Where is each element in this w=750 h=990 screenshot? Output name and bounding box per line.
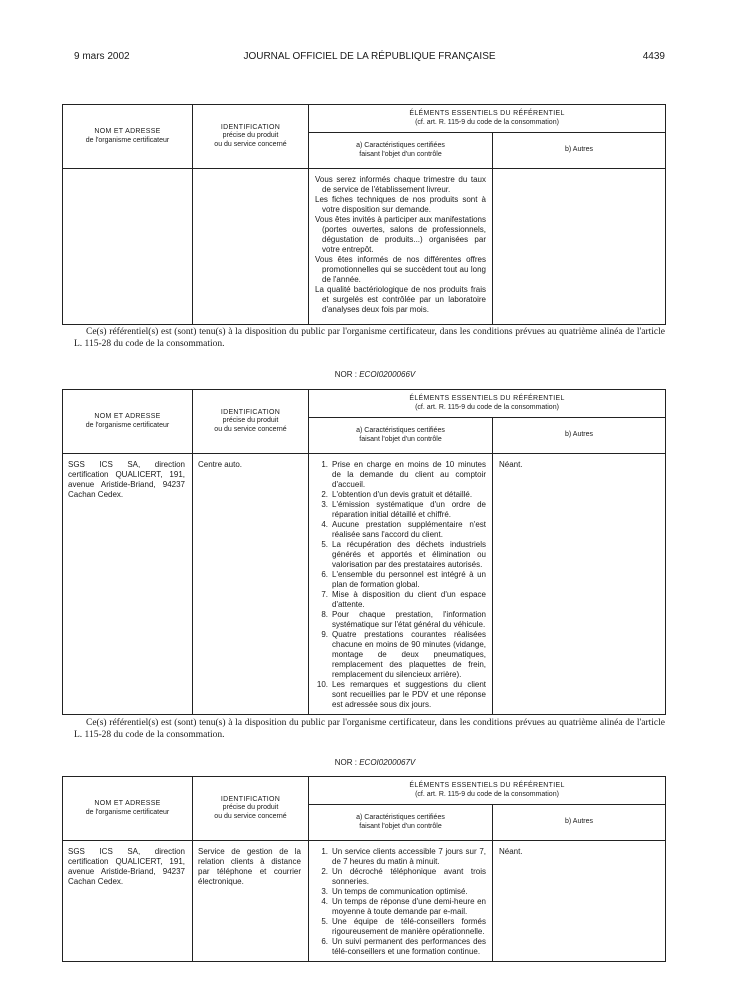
col-header-identification: IDENTIFICATION précise du produit ou du service concerné	[193, 777, 309, 841]
list-item: 5. Une équipe de télé-conseillers formés rigoureusement de manière opérationnelle.	[321, 917, 486, 936]
header-date: 9 mars 2002	[74, 51, 130, 62]
col-header-elements-essentiels: ÉLÉMENTS ESSENTIELS DU RÉFÉRENTIEL (cf. art. R. 115-9 du code de la consommation)	[309, 105, 666, 133]
running-header	[74, 51, 665, 65]
cell-identification: Service de gestion de la relation clients à distance par téléphone et courrier électronique.	[193, 841, 309, 962]
list-item: 2. L'obtention d'un devis gratuit et détaillé.	[321, 490, 473, 499]
header-journal-title: JOURNAL OFFICIEL DE LA RÉPUBLIQUE FRANÇAISE	[243, 51, 496, 62]
cell-organisme	[63, 169, 193, 325]
nor-reference-2	[0, 370, 750, 379]
col-header-identification: IDENTIFICATION précise du produit ou du service concerné	[193, 105, 309, 169]
criterion-text: La qualité bactériologique de nos produits frais et surgelés est contrôlée par un laboratoire d'analyses deux fois par mois.	[315, 285, 486, 314]
col-header-organisme: NOM ET ADRESSE de l'organisme certificateur	[63, 105, 193, 169]
availability-paragraph-2: Ce(s) référentiel(s) est (sont) tenu(s) à la disposition du public par l'organisme certificateur, dans les conditions prévues au quatrième alinéa de l'article L. 115-28 du code de la consommation.	[74, 718, 665, 740]
list-item: 4. Aucune prestation supplémentaire n'est réalisée sans l'accord du client.	[321, 520, 486, 539]
list-item: 1. Un service clients accessible 7 jours sur 7, de 7 heures du matin à minuit.	[321, 847, 486, 866]
cell-organisme: SGS ICS SA, direction certification QUALICERT, 191, avenue Aristide-Briand, 94237 Cachan Cedex.	[63, 841, 193, 962]
nor-label: NOR :	[334, 370, 357, 379]
col-header-organisme: NOM ET ADRESSE de l'organisme certificateur	[63, 777, 193, 841]
list-item: 9. Quatre prestations courantes réalisées chacune en moins de 90 minutes (vidange, montage de deux pneumatiques, remplacement des plaquettes de frein, remplacement du silencieux arrière).	[321, 630, 486, 679]
list-item: 8. Pour chaque prestation, l'information systématique sur l'état général du véhicule.	[321, 610, 486, 629]
col-header-autres: b) Autres	[493, 133, 666, 169]
criteria-list	[315, 460, 486, 710]
col-header-caracteristiques: a) Caractéristiques certifiées faisant l'objet d'un contrôle	[309, 418, 493, 454]
referentiel-table-1	[62, 104, 666, 325]
cell-identification	[193, 169, 309, 325]
nor-code: ECOI0200066V	[359, 370, 416, 379]
list-item: 6. Un suivi permanent des performances des télé-conseillers et une formation continue.	[321, 937, 486, 956]
col-header-organisme: NOM ET ADRESSE de l'organisme certificateur	[63, 390, 193, 454]
cell-autres	[493, 169, 666, 325]
cell-caracteristiques	[309, 454, 493, 715]
list-item: 5. La récupération des déchets industriels générés et apportés et élimination ou valorisation par des prestataires autorisés.	[321, 540, 486, 569]
list-item: 6. L'ensemble du personnel est intégré à un plan de formation global.	[321, 570, 486, 589]
referentiel-table-2	[62, 389, 666, 715]
list-item: 3. Un temps de communication optimisé.	[321, 887, 468, 896]
criteria-list	[315, 847, 486, 957]
col-header-caracteristiques: a) Caractéristiques certifiées faisant l'objet d'un contrôle	[309, 133, 493, 169]
cell-identification: Centre auto.	[193, 454, 309, 715]
list-item: 1. Prise en charge en moins de 10 minutes de la demande du client au comptoir d'accueil.	[321, 460, 486, 489]
cell-organisme: SGS ICS SA, direction certification QUALICERT, 191, avenue Aristide-Briand, 94237 Cachan Cedex.	[63, 454, 193, 715]
nor-reference-3	[0, 758, 750, 767]
list-item: 2. Un décroché téléphonique avant trois sonneries.	[321, 867, 486, 886]
col-header-autres: b) Autres	[493, 805, 666, 841]
col-header-elements-essentiels: ÉLÉMENTS ESSENTIELS DU RÉFÉRENTIEL (cf. art. R. 115-9 du code de la consommation)	[309, 777, 666, 805]
referentiel-table-3	[62, 776, 666, 962]
availability-paragraph-1: Ce(s) référentiel(s) est (sont) tenu(s) à la disposition du public par l'organisme certificateur, dans les conditions prévues au quatrième alinéa de l'article L. 115-28 du code de la consommation.	[74, 327, 665, 349]
nor-label: NOR :	[334, 758, 357, 767]
list-item: 10. Les remarques et suggestions du client sont recueillies par le PDV et une réponse est adressée sous dix jours.	[316, 680, 486, 709]
header-page-number: 4439	[642, 51, 665, 62]
col-header-caracteristiques: a) Caractéristiques certifiées faisant l'objet d'un contrôle	[309, 805, 493, 841]
criterion-text: Les fiches techniques de nos produits sont à votre disposition sur demande.	[315, 195, 486, 214]
criterion-text: Vous êtes invités à participer aux manifestations (portes ouvertes, salons de professionnels, dégustation de produits...) organisées par votre entrepôt.	[315, 215, 486, 254]
cell-autres: Néant.	[493, 454, 666, 715]
list-item: 7. Mise à disposition du client d'un espace d'attente.	[321, 590, 486, 609]
list-item: 3. L'émission systématique d'un ordre de réparation initial détaillé et chiffré.	[321, 500, 486, 519]
cell-caracteristiques	[309, 841, 493, 962]
col-header-identification: IDENTIFICATION précise du produit ou du service concerné	[193, 390, 309, 454]
cell-caracteristiques	[309, 169, 493, 325]
col-header-autres: b) Autres	[493, 418, 666, 454]
list-item: 4. Un temps de réponse d'une demi-heure en moyenne à toute demande par e-mail.	[321, 897, 486, 916]
cell-autres: Néant.	[493, 841, 666, 962]
nor-code: ECOI0200067V	[359, 758, 416, 767]
criterion-text: Vous serez informés chaque trimestre du taux de service de l'établissement livreur.	[315, 175, 486, 194]
criterion-text: Vous êtes informés de nos différentes offres promotionnelles qui se succèdent tout au long de l'année.	[315, 255, 486, 284]
col-header-elements-essentiels: ÉLÉMENTS ESSENTIELS DU RÉFÉRENTIEL (cf. art. R. 115-9 du code de la consommation)	[309, 390, 666, 418]
